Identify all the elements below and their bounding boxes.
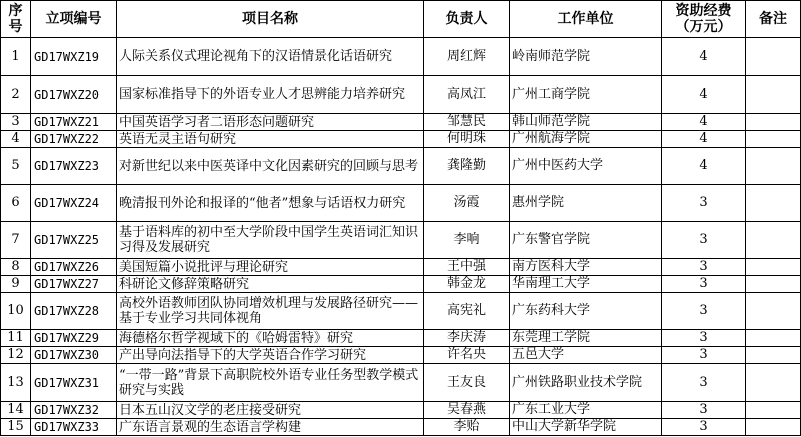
row-unit: 岭南师范学院: [510, 38, 662, 76]
table-row: [1, 276, 801, 293]
row-code: GD17WXZ33: [31, 419, 117, 436]
row-title: 产出导向法指导下的大学英语合作学习研究: [117, 347, 424, 364]
row-number: 3: [1, 114, 31, 131]
row-funding: 3: [662, 293, 746, 330]
row-note: [746, 293, 801, 330]
row-number: 4: [1, 131, 31, 148]
row-unit: 韩山师范学院: [510, 114, 662, 131]
row-leader: 吴春燕: [424, 402, 510, 419]
row-number: 10: [1, 293, 31, 330]
row-note: [746, 131, 801, 148]
row-leader: 李庆涛: [424, 330, 510, 347]
row-title: 晚清报刊外论和报译的“他者”想象与话语权力研究: [117, 185, 424, 222]
row-title: 高校外语教师团队协同增效机理与发展路径研究——基于专业学习共同体视角: [117, 293, 424, 330]
row-title: 对新世纪以来中医英译中文化因素研究的回顾与思考: [117, 148, 424, 185]
row-funding: 4: [662, 76, 746, 114]
row-funding: 3: [662, 222, 746, 259]
row-number: 14: [1, 402, 31, 419]
row-unit: 广东警官学院: [510, 222, 662, 259]
row-unit: 中山大学新华学院: [510, 419, 662, 436]
row-leader: 汤霞: [424, 185, 510, 222]
row-funding: 4: [662, 131, 746, 148]
row-title: 人际关系仪式理论视角下的汉语情景化话语研究: [117, 38, 424, 76]
table-row: [1, 419, 801, 436]
row-code: GD17WXZ28: [31, 293, 117, 330]
header-title: 项目名称: [117, 1, 424, 38]
row-code: GD17WXZ22: [31, 131, 117, 148]
row-unit: 华南理工大学: [510, 276, 662, 293]
row-code: GD17WXZ25: [31, 222, 117, 259]
row-funding: 3: [662, 259, 746, 276]
row-funding: 3: [662, 347, 746, 364]
row-code: GD17WXZ27: [31, 276, 117, 293]
row-note: [746, 276, 801, 293]
row-code: GD17WXZ20: [31, 76, 117, 114]
row-unit: 广州航海学院: [510, 131, 662, 148]
header-code: 立项编号: [31, 1, 117, 38]
row-note: [746, 185, 801, 222]
row-code: GD17WXZ26: [31, 259, 117, 276]
row-note: [746, 148, 801, 185]
row-unit: 广东工业大学: [510, 402, 662, 419]
row-leader: 周红辉: [424, 38, 510, 76]
row-unit: 广东药科大学: [510, 293, 662, 330]
row-unit: 南方医科大学: [510, 259, 662, 276]
row-title: 海德格尔哲学视域下的《哈姆雷特》研究: [117, 330, 424, 347]
row-leader: 王友良: [424, 364, 510, 402]
row-unit: 五邑大学: [510, 347, 662, 364]
row-note: [746, 259, 801, 276]
row-leader: 高宪礼: [424, 293, 510, 330]
row-unit: 惠州学院: [510, 185, 662, 222]
row-funding: 4: [662, 148, 746, 185]
row-note: [746, 419, 801, 436]
row-funding: 3: [662, 402, 746, 419]
row-note: [746, 347, 801, 364]
row-number: 12: [1, 347, 31, 364]
row-funding: 3: [662, 419, 746, 436]
row-code: GD17WXZ30: [31, 347, 117, 364]
table-row: [1, 185, 801, 222]
row-title: “一带一路”背景下高职院校外语专业任务型教学模式研究与实践: [117, 364, 424, 402]
row-number: 13: [1, 364, 31, 402]
table-row: [1, 131, 801, 148]
row-note: [746, 402, 801, 419]
row-number: 1: [1, 38, 31, 76]
row-leader: 李贻: [424, 419, 510, 436]
row-unit: 广州工商学院: [510, 76, 662, 114]
header-note: 备注: [746, 1, 801, 38]
row-title: 国家标准指导下的外语专业人才思辨能力培养研究: [117, 76, 424, 114]
row-code: GD17WXZ23: [31, 148, 117, 185]
row-note: [746, 76, 801, 114]
row-code: GD17WXZ21: [31, 114, 117, 131]
table-row: [1, 347, 801, 364]
row-title: 日本五山汉文学的老庄接受研究: [117, 402, 424, 419]
row-funding: 3: [662, 364, 746, 402]
row-funding: 4: [662, 38, 746, 76]
row-number: 8: [1, 259, 31, 276]
row-number: 15: [1, 419, 31, 436]
row-funding: 3: [662, 185, 746, 222]
header-funding: 资助经费（万元）: [662, 1, 746, 38]
table-row: [1, 259, 801, 276]
table-row: [1, 114, 801, 131]
header-row: [1, 1, 801, 38]
table-row: [1, 330, 801, 347]
row-leader: 何明珠: [424, 131, 510, 148]
row-title: 基于语料库的初中至大学阶段中国学生英语词汇知识习得及发展研究: [117, 222, 424, 259]
row-title: 美国短篇小说批评与理论研究: [117, 259, 424, 276]
row-number: 9: [1, 276, 31, 293]
row-funding: 3: [662, 276, 746, 293]
row-code: GD17WXZ19: [31, 38, 117, 76]
row-funding: 3: [662, 330, 746, 347]
row-title: 科研论文修辞策略研究: [117, 276, 424, 293]
row-leader: 许名央: [424, 347, 510, 364]
row-unit: 广州铁路职业技术学院: [510, 364, 662, 402]
row-unit: 东莞理工学院: [510, 330, 662, 347]
table-row: [1, 148, 801, 185]
row-funding: 4: [662, 114, 746, 131]
row-code: GD17WXZ29: [31, 330, 117, 347]
table-row: [1, 364, 801, 402]
table-row: [1, 293, 801, 330]
table-body: [1, 38, 801, 436]
row-note: [746, 330, 801, 347]
row-code: GD17WXZ24: [31, 185, 117, 222]
header-unit: 工作单位: [510, 1, 662, 38]
row-leader: 高凤江: [424, 76, 510, 114]
table-row: [1, 222, 801, 259]
header-leader: 负责人: [424, 1, 510, 38]
table-row: [1, 76, 801, 114]
row-title: 英语无灵主语句研究: [117, 131, 424, 148]
row-leader: 龚隆勤: [424, 148, 510, 185]
row-number: 7: [1, 222, 31, 259]
row-note: [746, 114, 801, 131]
row-leader: 李响: [424, 222, 510, 259]
row-leader: 王中强: [424, 259, 510, 276]
row-note: [746, 222, 801, 259]
row-number: 6: [1, 185, 31, 222]
row-number: 2: [1, 76, 31, 114]
row-title: 中国英语学习者二语形态问题研究: [117, 114, 424, 131]
row-note: [746, 38, 801, 76]
table-row: [1, 402, 801, 419]
row-unit: 广州中医药大学: [510, 148, 662, 185]
row-code: GD17WXZ32: [31, 402, 117, 419]
row-leader: 韩金龙: [424, 276, 510, 293]
header-no: 序号: [1, 1, 31, 38]
row-number: 5: [1, 148, 31, 185]
row-note: [746, 364, 801, 402]
row-code: GD17WXZ31: [31, 364, 117, 402]
row-number: 11: [1, 330, 31, 347]
row-leader: 邹慧民: [424, 114, 510, 131]
table-row: [1, 38, 801, 76]
row-title: 广东语言景观的生态语言学构建: [117, 419, 424, 436]
